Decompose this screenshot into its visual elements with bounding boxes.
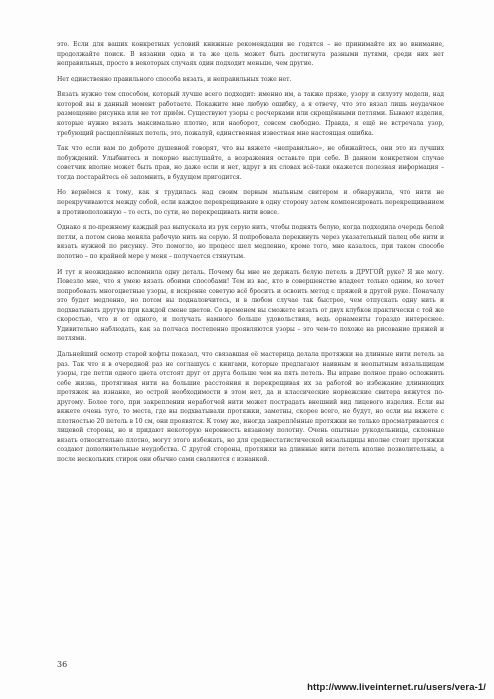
paragraph: Дальнейший осмотр старой кофты показал, что связавшая её мастерица делала протяжки на длинные нити петель за раз. Так что я в очередной раз не соглашусь с книгами, которые предлагают наивным и неопытным вязальщицам узоры, где петли одного цвета отстоят друг от друга больше чем на пять петель. Вы вправе полное право осложнить себе жизнь, протягивая нити на большие расстояния и перекрещивая их за работой во избежание длиннющих протяжек на изнанке, но острой необходимости в этом нет, да и классические норвежские свитера вяжутся по-другому. Более того, при закреплении неработчей нити может пострадать внешний вид лицевого изделия. Если вы вяжете очень туго, то места, где вы подхватывали протяжки, заметны, скорее всего, не будут, но если вы вяжете с плотностью 20 петель в 10 см, они проявятся. К тому же, иногда закреплённые протяжки не только просматриваются с лицевой стороны, но и придают некоторую неровность вязаному полотну. Очень опытные рукодельницы, склонные вязать относительно плотно, могут этого избежать, но для среднестатистической вязальщицы вполне стоит протяжки создают дополнительные неудобства. С другой стороны, протяжки на длинные нити петель вполне позволительны, а после нескольких стирок они обычно сами сваляются с изнанкой. (57, 350, 444, 463)
paragraph: это. Если для ваших конкретных условий книжные рекомендации не годятся – не принимайте их во внимание, продолжайте поиск. В вязании одна и та же цель может быть достигнута разными путями, среди них нет неправильных, просто в некоторых случаях один подходит меньше, чем другие. (57, 41, 444, 68)
paragraph: Нет единственно правильного способа вязать, и неправильных тоже нет. (57, 75, 292, 83)
paragraph: Но вернёмся к тому, как я трудилась над своим первым мыльным свитером и обнаружила, что нити не перекручиваются между собой, если каждое перекрещивание в одну сторону затем компенсировать перекрещиванием в противоположную – то есть, по сути, не перекрещивать нити вовсе. (57, 189, 444, 216)
page-number: 36 (57, 660, 68, 669)
paragraph: И тут я неожиданно вспомнила одну деталь. Почему бы мне не держать белую петель в ДРУГОЙ руке? Я же могу. Повезло мне, что я умею вязать обоими способами! Тем из вас, кто в совершенстве владеет только одним, но хочет попробовать многоцветные узоры, я искренне советую всё бросить и освоить метод с пряжей в другой руке. Поначалу это будет медленно, но потом вы подналовчитесь, и в любом случае так быстрее, чем отпускать одну нить и подхватывать другую при каждой смене цветов. Со временем вы сможете вязать от двух клубков практически с той же скоростью, что и от одного, и получать намного больше удовольствия, ведь орнаменты гораздо интереснее. Удивительно наблюдать, как за полчаса постепенно проявляются узоры – это чем-то похоже на рисование пряжей и петлями. (57, 268, 444, 343)
paragraph: Вязать нужно тем способом, который лучше всего подходит: именно им, а также пряже, узору и силуэту модели, над которой вы в данный момент работаете. Покажите мне любую ошибку, а я отвечу, что это вязал лишь неудачное размещение рисунка или не тот приём. Существуют узоры с росчерками или скрещёнными петлями. Бывают изделия, которые нужно вязать максимально плотно, или наоборот, совсем свободно. Правда, я ещё не встречала узор, требующий расщеплённых петель, это, пожалуй, единственная известная мне настоящая ошибка. (57, 91, 444, 137)
text-body (57, 40, 444, 471)
watermark-url: http://www.liveinternet.ru/users/vera-1/ (307, 682, 486, 693)
paragraph: Однако я по-прежнему каждый раз выпускала из рук серую нить, чтобы поднять белую, когда подходила очередь белой петли, а потом снова меняла рабочую нить на серую. Я попробовала перекинуть через указательный палец обе нити и вязать нужной по рисунку. Это помогло, но процесс шел медленно, кроме того, мне казалось, при таком способе полотно – по крайней мере у меня – получается стянутым. (57, 224, 444, 260)
paragraph: Так что если вам по доброте душевной говорят, что вы вяжете «неправильно», не обижайтесь, они это из лучших побуждений. Улыбнитесь и покорно выслушайте, а возражения оставьте при себе. В данном конкретном случае советчик вполне может быть прав, но даже если и нет, вдруг в их словах всё-таки окажется полезная информация – тогда постарайтесь её запомнить, в будущем пригодится. (57, 145, 444, 181)
